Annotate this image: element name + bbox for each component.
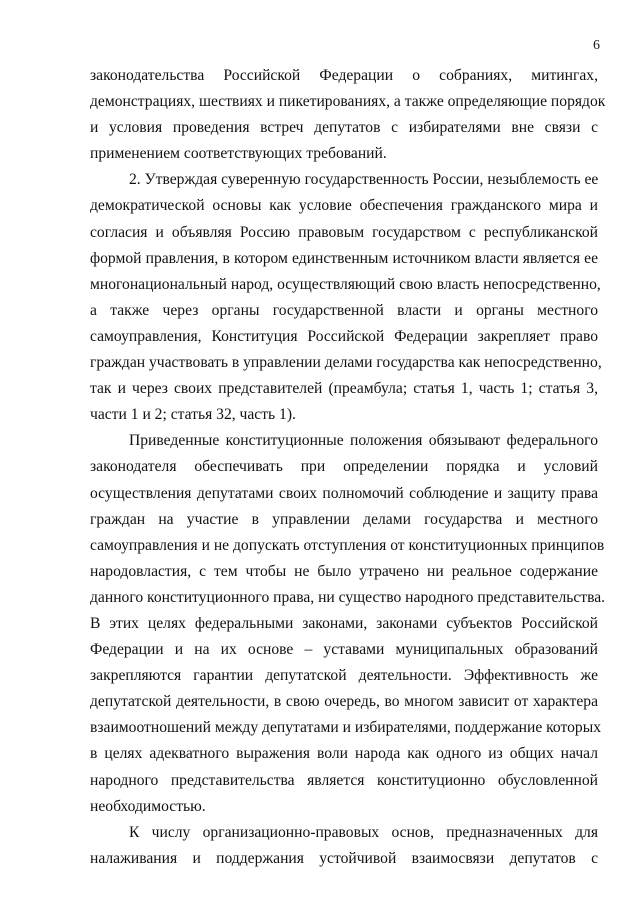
text-line: демократической основы как условие обеспечения гражданского мира и [90, 197, 598, 215]
text-line: формой правления, в котором единственным источником власти является ее [90, 249, 598, 267]
text-line: депутатской деятельности, в свою очередь, во многом зависит от характера [90, 693, 598, 711]
text-line: в целях адекватного выражения воли народа как одного из общих начал [90, 745, 598, 763]
text-line: 2. Утверждая суверенную государственность России, незыблемость ее [129, 171, 599, 189]
text-line: так и через своих представителей (преамбула; статья 1, часть 1; статья 3, [90, 380, 598, 398]
text-line: К числу организационно-правовых основ, предназначенных для [129, 823, 598, 841]
text-line: и условия проведения встреч депутатов с избирателями вне связи с [90, 119, 598, 137]
text-line: Федерации и на их основе – уставами муниципальных образований [90, 641, 598, 659]
text-line: части 1 и 2; статья 32, часть 1). [90, 406, 296, 424]
text-line: согласия и объявляя Россию правовым государством с республиканской [90, 223, 598, 241]
text-line: законодателя обеспечивать при определении порядка и условий [90, 458, 598, 476]
page-number: 6 [593, 38, 600, 53]
text-line: закрепляются гарантии депутатской деятельности. Эффективность же [90, 667, 598, 685]
text-line: Приведенные конституционные положения обязывают федерального [129, 432, 598, 450]
text-line: а также через органы государственной власти и органы местного [90, 301, 598, 319]
text-line: налаживания и поддержания устойчивой взаимосвязи депутатов с [90, 849, 598, 867]
text-line: взаимоотношений между депутатами и избирателями, поддержание которых [90, 719, 601, 737]
text-line: применением соответствующих требований. [90, 145, 387, 163]
text-line: осуществления депутатами своих полномочий соблюдение и защиту права [90, 484, 598, 502]
document-body [90, 63, 606, 872]
text-line: народовластия, с тем чтобы не было утрачено ни реальное содержание [90, 562, 598, 580]
text-line: данного конституционного права, ни существо народного представительства. [90, 588, 606, 606]
text-line: самоуправления, Конституция Российской Федерации закрепляет право [90, 327, 598, 345]
text-line: В этих целях федеральными законами, законами субъектов Российской [90, 614, 598, 632]
text-line: демонстрациях, шествиях и пикетированиях, а также определяющие порядок [90, 93, 606, 111]
text-line: многонациональный народ, осуществляющий свою власть непосредственно, [90, 275, 601, 293]
text-line: народного представительства является конституционно обусловленной [90, 771, 598, 789]
text-line: самоуправления и не допускать отступления от конституционных принципов [90, 536, 605, 554]
text-line: необходимостью. [90, 797, 206, 815]
text-line: граждан участвовать в управлении делами государства как непосредственно, [90, 354, 602, 372]
text-line: законодательства Российской Федерации о собраниях, митингах, [90, 67, 598, 84]
text-line: граждан на участие в управлении делами государства и местного [90, 510, 598, 528]
